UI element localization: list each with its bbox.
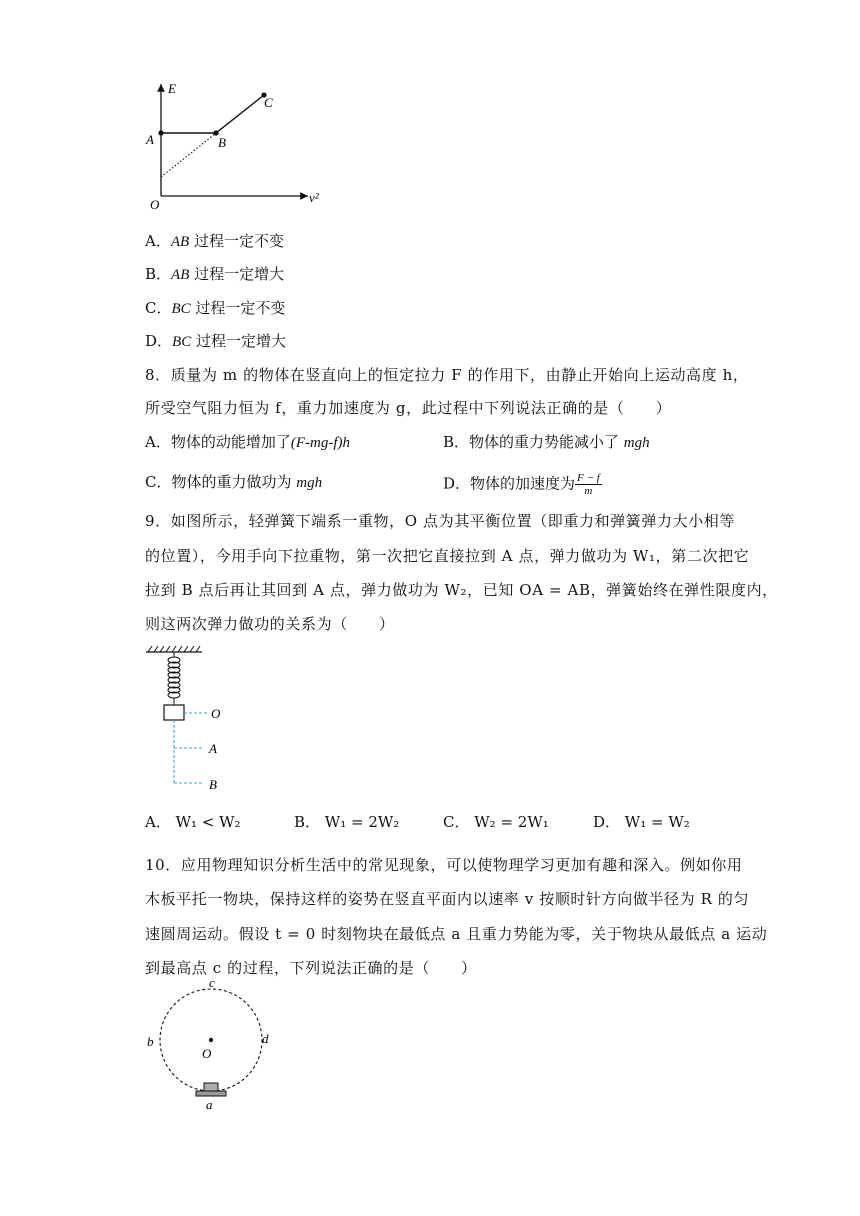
q8-option-c: C．物体的重力做功为 mgh: [145, 473, 323, 491]
q7-option-a: A．AB 过程一定不变: [145, 232, 284, 250]
board: [196, 1091, 226, 1096]
block: [204, 1083, 218, 1091]
label-b: b: [147, 1034, 154, 1049]
label-o: O: [202, 1046, 212, 1061]
q9-stem-line3: 拉到 B 点后再让其回到 A 点，弹力做功为 W₂，已知 OA = AB，弹簧始终在弹性限度内，: [145, 581, 778, 599]
q7-option-b: B．AB 过程一定增大: [145, 265, 285, 283]
label-a: a: [206, 1097, 213, 1111]
q10-stem-line3: 速圆周运动。假设 t = 0 时刻物块在最低点 a 且重力势能为零，关于物块从最低点 a 运动: [145, 925, 768, 943]
y-axis-label: E: [168, 81, 176, 96]
ceiling-hatch: [148, 646, 200, 652]
q10-stem-line2: 木板平托一物块，保持这样的姿势在竖直平面内以速率 v 按顺时针方向做半径为 R 的匀: [145, 890, 750, 908]
q9-stem-line4: 则这两次弹力做功的关系为（ ）: [145, 615, 395, 633]
q9-option-d: D． W₁ = W₂: [593, 813, 690, 831]
acceleration-fraction: $\frac{F - f}{m}$: [577, 472, 600, 497]
q9-stem-line1: 9．如图所示，轻弹簧下端系一重物，O 点为其平衡位置（即重力和弹簧弹力大小相等: [145, 512, 736, 530]
label-b: B: [209, 777, 217, 792]
label-d: d: [262, 1031, 269, 1046]
q10-stem-line4: 到最高点 c 的过程，下列说法正确的是（ ）: [145, 959, 477, 977]
q9-stem-line2: 的位置），今用手向下拉重物，第一次把它直接拉到 A 点，弹力做功为 W₁，第二次把它: [145, 547, 750, 565]
q9-option-b: B． W₁ = 2W₂: [294, 813, 400, 831]
weight-block: [164, 705, 184, 720]
q8-stem-line1: 8．质量为 m 的物体在竖直向上的恒定拉力 F 的作用下，由静止开始向上运动高度 h，: [145, 366, 749, 384]
q9-option-a: A． W₁ < W₂: [145, 813, 241, 831]
spring: [168, 652, 180, 705]
label-o: O: [211, 706, 221, 721]
q8-option-d: D．物体的加速度为 $\frac{F - f}{m}$: [443, 472, 600, 497]
label-a: A: [146, 132, 154, 147]
q7-option-d: D．BC 过程一定增大: [145, 332, 286, 350]
origin-label: O: [150, 197, 160, 212]
label-a: A: [209, 741, 217, 756]
spring-figure: [140, 644, 250, 794]
q8-stem-line2: 所受空气阻力恒为 f，重力加速度为 g，此过程中下列说法正确的是（ ）: [145, 399, 672, 417]
center-dot: [209, 1038, 213, 1042]
q7-option-c: C．BC 过程一定不变: [145, 299, 286, 317]
circular-motion-figure: [140, 976, 290, 1111]
dotted-ob: [161, 133, 216, 177]
e-v2-graph: [140, 78, 340, 213]
label-b: B: [218, 135, 226, 150]
q10-stem-line1: 10．应用物理知识分析生活中的常见现象，可以使物理学习更加有趣和深入。例如你用: [145, 856, 743, 874]
position-guides: [174, 713, 208, 783]
q9-option-c: C． W₂ = 2W₁: [443, 813, 549, 831]
q8-option-a: A．物体的动能增加了(F-mg-f)h: [145, 433, 350, 451]
label-c: c: [209, 976, 215, 990]
q8-option-b: B．物体的重力势能减小了 mgh: [443, 433, 650, 451]
label-c: C: [264, 95, 273, 110]
x-axis-label: v²: [309, 190, 319, 205]
point-a: [158, 130, 163, 135]
segment-bc: [216, 95, 264, 133]
